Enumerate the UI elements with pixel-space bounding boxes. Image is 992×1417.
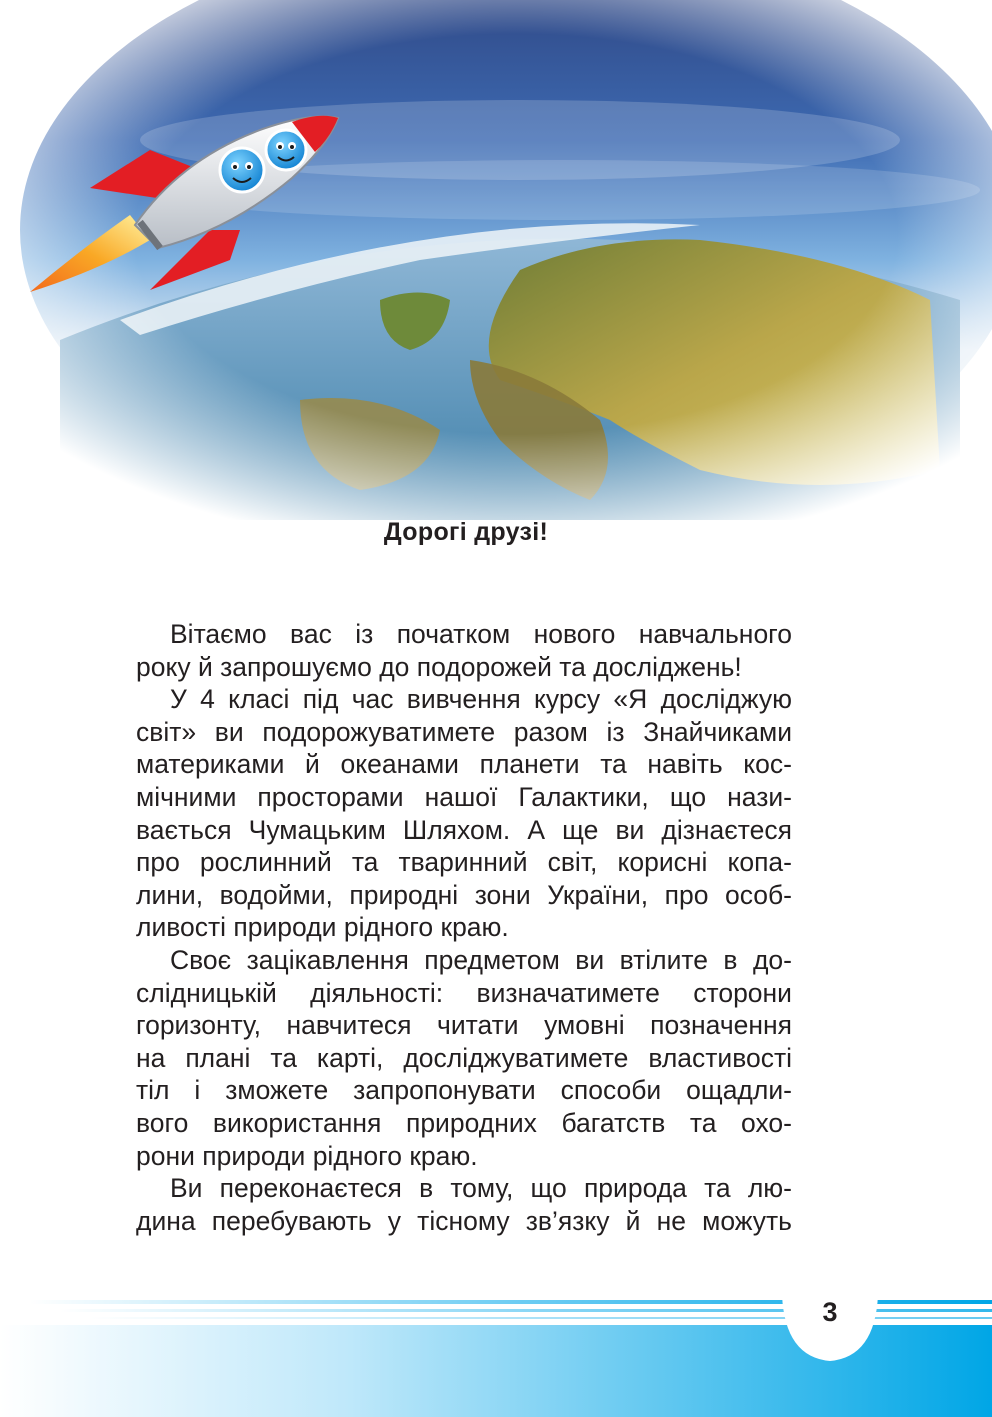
- text-line: мічними просторами нашої Галактики, що нази-: [136, 781, 792, 812]
- text-line: У 4 класі під час вивчення курсу «Я досліджую: [170, 684, 792, 715]
- text-line: лини, водойми, природні зони України, про особ-: [136, 879, 792, 910]
- text-line: про рослинний та тваринний світ, корисні копа-: [136, 847, 792, 878]
- text-line: вого використання природних багатств та охо-: [136, 1107, 792, 1138]
- text-line: тіл і зможете запропонувати способи ощадли-: [136, 1075, 792, 1106]
- text-line: вається Чумацьким Шляхом. А ще ви дізнаєтеся: [136, 814, 792, 845]
- text-line: рони природи рідного краю.: [136, 1140, 478, 1171]
- text-line: світ» ви подорожуватимете разом із Знайчиками: [136, 716, 792, 747]
- text-line: на плані та карті, досліджуватимете властивості: [136, 1042, 792, 1073]
- text-line: Своє зацікавлення предметом ви втілите в до-: [170, 944, 792, 975]
- text-line: материками й океанами планети та навіть кос-: [136, 749, 792, 780]
- paragraph: [136, 683, 792, 944]
- paragraph: [136, 944, 792, 1172]
- text-line: слідницькій діяльності: визначатимете сторони: [136, 977, 792, 1008]
- paragraph: [136, 1172, 792, 1237]
- page-heading: Дорогі друзі!: [383, 518, 549, 546]
- text-line: дина перебувають у тісному зв’язку й не можуть: [136, 1205, 792, 1236]
- text-line: Вітаємо вас із початком нового навчального: [170, 619, 792, 649]
- text-line: року й запрошуємо до подорожей та досліджень!: [136, 651, 742, 682]
- text-line: ливості природи рідного краю.: [136, 912, 509, 943]
- intro-text: [136, 618, 792, 1237]
- page-number: 3: [822, 1297, 838, 1327]
- earth-from-space-image: [0, 0, 992, 520]
- text-line: горизонту, навчитеся читати умовні позначення: [136, 1010, 792, 1041]
- text-line: Ви переконаєтеся в тому, що природа та лю-: [170, 1173, 792, 1204]
- paragraph: [136, 618, 792, 683]
- hero-illustration: [0, 0, 992, 520]
